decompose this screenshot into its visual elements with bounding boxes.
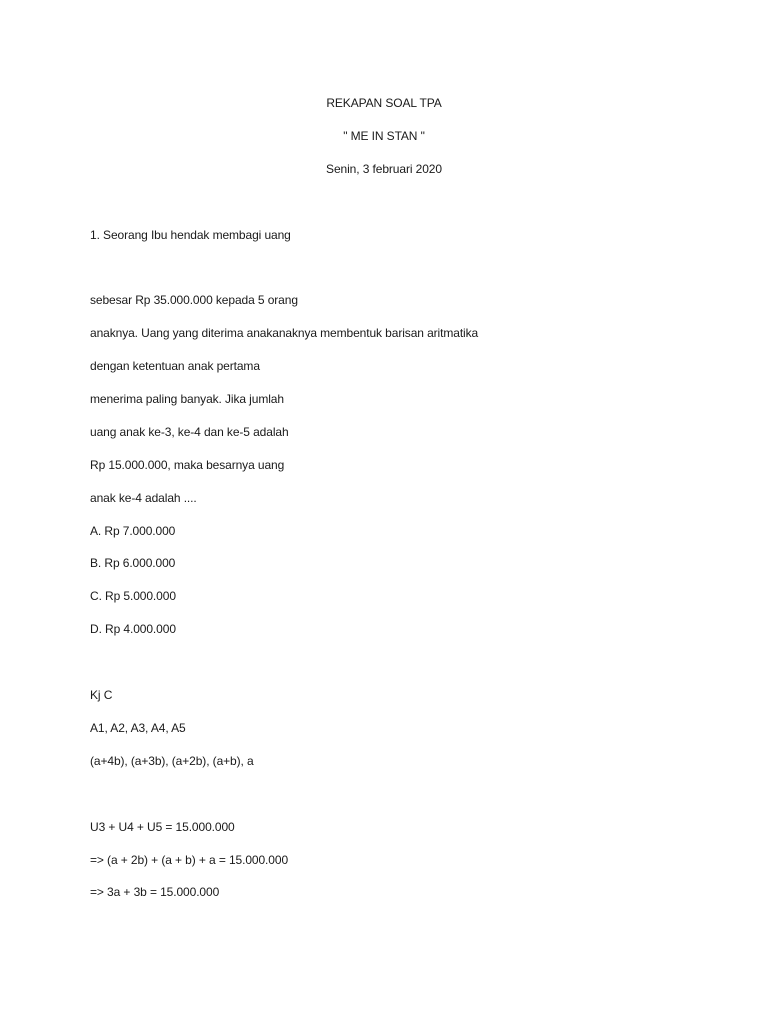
answer-terms: A1, A2, A3, A4, A5 — [90, 721, 186, 735]
question-line: anaknya. Uang yang diterima anakanaknya membentuk barisan aritmatika — [90, 326, 479, 340]
option-a: A. Rp 7.000.000 — [90, 524, 176, 538]
answer-expressions: (a+4b), (a+3b), (a+2b), (a+b), a — [90, 754, 254, 768]
document-title: REKAPAN SOAL TPA — [326, 96, 442, 110]
question-line: menerima paling banyak. Jika jumlah — [90, 392, 284, 406]
question-line: dengan ketentuan anak pertama — [90, 359, 260, 373]
question-line: Rp 15.000.000, maka besarnya uang — [90, 458, 285, 472]
answer-step: => (a + 2b) + (a + b) + a = 15.000.000 — [90, 853, 289, 867]
question-line: sebesar Rp 35.000.000 kepada 5 orang — [90, 293, 298, 307]
question-line: uang anak ke-3, ke-4 dan ke-5 adalah — [90, 425, 289, 439]
option-d: D. Rp 4.000.000 — [90, 622, 176, 636]
answer-step: U3 + U4 + U5 = 15.000.000 — [90, 820, 235, 834]
option-b: B. Rp 6.000.000 — [90, 556, 176, 570]
document-subtitle: " ME IN STAN " — [343, 129, 425, 143]
answer-key: Kj C — [90, 688, 113, 702]
document-date: Senin, 3 februari 2020 — [326, 162, 442, 176]
question-intro: 1. Seorang Ibu hendak membagi uang — [90, 228, 291, 242]
question-line: anak ke-4 adalah .... — [90, 491, 197, 505]
answer-step: => 3a + 3b = 15.000.000 — [90, 885, 220, 899]
option-c: C. Rp 5.000.000 — [90, 589, 176, 603]
